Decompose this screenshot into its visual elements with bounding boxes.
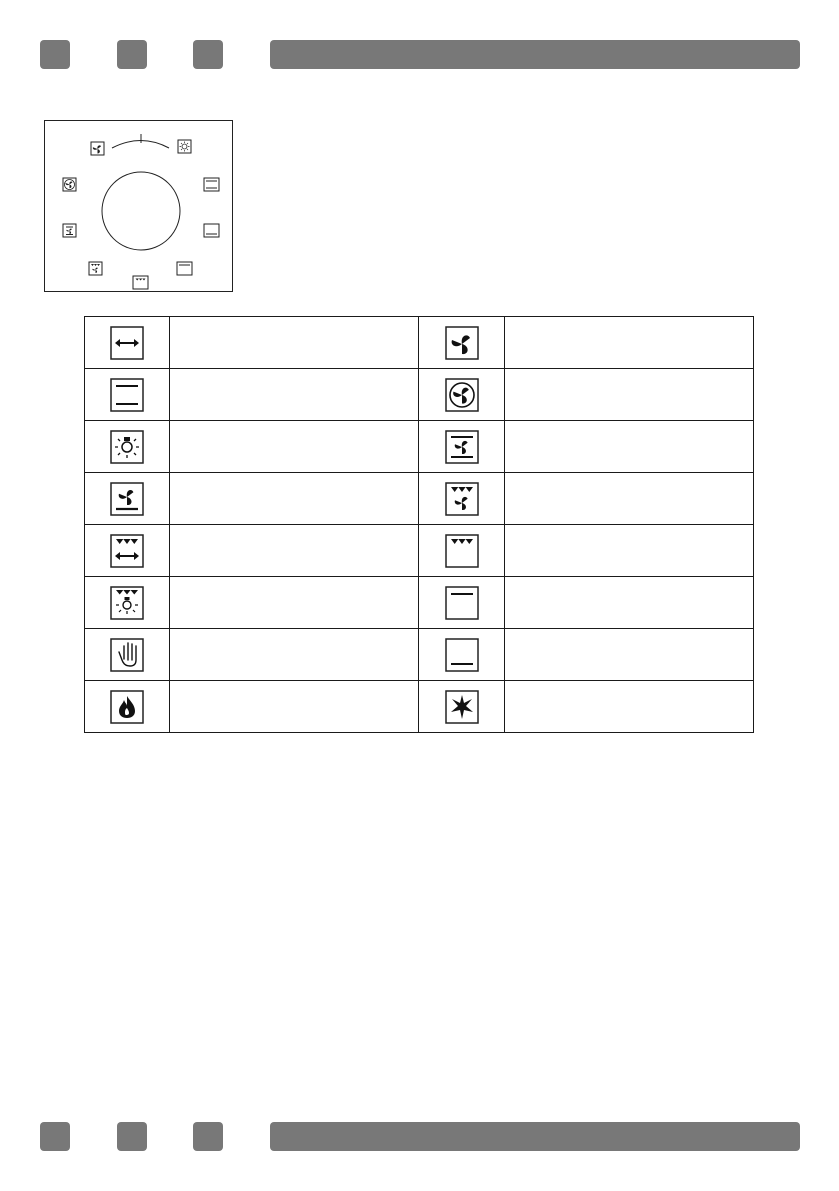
dial-diagram (45, 121, 234, 293)
icon-cell (419, 369, 504, 421)
grill-icon (445, 534, 479, 568)
function-description (504, 525, 753, 577)
table-row (85, 681, 754, 733)
grill-fan-icon (445, 482, 479, 516)
table-row (85, 629, 754, 681)
table-row (85, 473, 754, 525)
icon-cell (85, 629, 170, 681)
function-description (170, 473, 419, 525)
dial-bottom-heat-fan-icon (63, 224, 76, 237)
footer-block-3 (193, 1122, 223, 1151)
icon-cell (419, 473, 504, 525)
icon-cell (85, 577, 170, 629)
icon-cell (85, 369, 170, 421)
bottom-heat-fan-icon (110, 482, 144, 516)
function-description (170, 681, 419, 733)
icon-cell (85, 681, 170, 733)
header-block-3 (193, 40, 223, 69)
dial-lamp-icon (178, 140, 191, 153)
icon-cell (85, 473, 170, 525)
footer-title-bar (270, 1122, 800, 1151)
dial-panel (44, 120, 233, 292)
function-description (504, 629, 753, 681)
grill-lamp-icon (110, 586, 144, 620)
function-description (504, 473, 753, 525)
ring-fan-icon (445, 378, 479, 412)
icon-cell (419, 629, 504, 681)
function-description (170, 577, 419, 629)
function-description (170, 421, 419, 473)
function-description (170, 369, 419, 421)
icon-cell (85, 317, 170, 369)
top-heat-icon (445, 586, 479, 620)
top-bottom-heat-icon (110, 378, 144, 412)
dial-bottom-heat-icon (204, 224, 219, 237)
icon-cell (85, 421, 170, 473)
function-description (170, 317, 419, 369)
icon-cell (419, 317, 504, 369)
defrost-star-icon (445, 690, 479, 724)
flame-icon (110, 690, 144, 724)
dial-top-heat-icon (177, 262, 192, 275)
dial-top-bottom-heat-icon (204, 178, 219, 191)
dial-fan-icon (91, 142, 104, 155)
function-description (170, 629, 419, 681)
knob-circle[interactable] (102, 172, 180, 250)
dial-grill-fan-icon (89, 262, 102, 275)
lamp-icon (110, 430, 144, 464)
footer-block-1 (40, 1122, 70, 1151)
fan-icon (445, 326, 479, 360)
top-bottom-heat-fan-icon (445, 430, 479, 464)
table-row (85, 577, 754, 629)
function-description (504, 317, 753, 369)
dial-ring-fan-icon (63, 178, 76, 191)
icon-cell (419, 681, 504, 733)
dial-grill-icon (133, 276, 148, 289)
function-description (170, 525, 419, 577)
function-description (504, 577, 753, 629)
table-row (85, 525, 754, 577)
header-block-1 (40, 40, 70, 69)
function-description (504, 421, 753, 473)
bottom-heat-icon (445, 638, 479, 672)
table-row (85, 421, 754, 473)
hand-icon (110, 638, 144, 672)
header-title-bar (270, 40, 800, 69)
arrows-icon (110, 326, 144, 360)
icon-cell (419, 525, 504, 577)
icon-cell (85, 525, 170, 577)
function-table (84, 316, 754, 733)
header-block-2 (117, 40, 147, 69)
table-row (85, 317, 754, 369)
function-description (504, 681, 753, 733)
footer-block-2 (117, 1122, 147, 1151)
table-row (85, 369, 754, 421)
icon-cell (419, 421, 504, 473)
function-description (504, 369, 753, 421)
icon-cell (419, 577, 504, 629)
grill-arrows-icon (110, 534, 144, 568)
